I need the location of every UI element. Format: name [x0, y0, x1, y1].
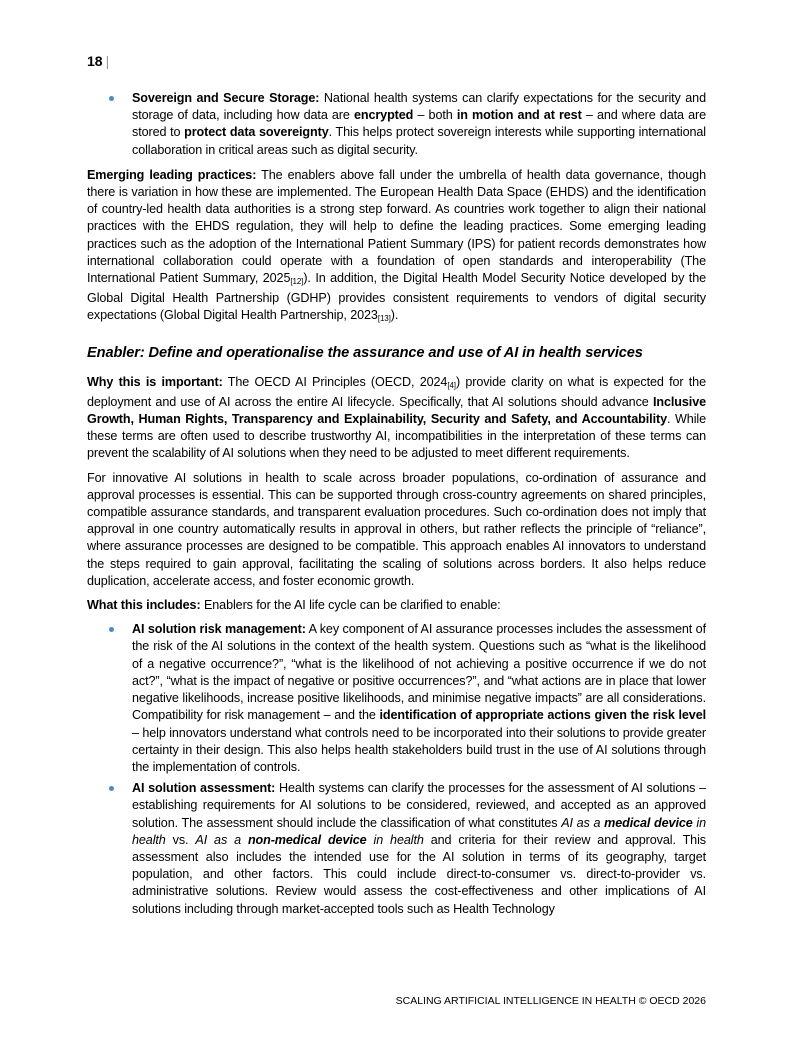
paragraph-text: Enablers for the AI life cycle can be clarified to enable: [200, 598, 501, 613]
bullet-text: – and where data are stored to [132, 108, 706, 140]
emphasis-text: protect data sovereignty [184, 125, 329, 140]
italic-text: AI as a [195, 832, 248, 847]
bullet-label: AI solution risk management: [132, 622, 306, 637]
page-header [87, 52, 109, 70]
why-important-paragraph [87, 374, 706, 463]
bullet-text: Health systems can clarify the processes for the assessment of AI solutions – establishing requirements for AI solutions to be considered, reviewed, and accepted as an approved solution. The assessment should include the classification of what constitutes [132, 781, 706, 830]
emphasis-text: non-medical device [247, 832, 367, 847]
page-number: 18 [87, 53, 103, 69]
section-heading: Enabler: Define and operationalise the assurance and use of AI in health services [87, 344, 643, 361]
what-includes-paragraph [87, 597, 706, 614]
reference-link[interactable]: [4] [447, 380, 456, 390]
bullet-text: vs. [165, 832, 196, 847]
page-separator: | [105, 53, 110, 69]
bullet-text: and criteria for their review and approval. This assessment also includes the intended use for the AI solution in terms of its geography, target population, and other factors. This could include direct-to-consumer vs. direct-to-provider vs. administrative solutions. Review would assess the cost-effectiveness and other implications of AI solutions including through market-accepted tools such as Health Technology [132, 832, 706, 916]
ai-enablers-list [87, 621, 706, 917]
emphasis-text: medical device [604, 815, 693, 830]
bullet-label: AI solution assessment: [132, 781, 276, 796]
bullet-icon [109, 96, 114, 101]
paragraph-label: Why this is important: [87, 374, 223, 389]
emphasis-text: Inclusive Growth, Human Rights, Transparency and Explainability, Security and Safety, and Accountability [87, 394, 706, 427]
paragraph-text: ). [390, 308, 399, 323]
italic-text: AI as a [561, 815, 605, 830]
emphasis-text: identification of appropriate actions given the risk level [379, 708, 707, 723]
emerging-practices-paragraph [87, 167, 706, 328]
paragraph-text: ). In addition, the Digital Health Model Security Notice developed by the Global Digital Health Partnership (GDHP) provides consistent requirements to vendors of digital security expectations (Global Digital Health Partnership, 2023 [87, 271, 707, 323]
list-item-solution-assessment [87, 780, 706, 918]
bullet-icon [109, 786, 114, 791]
bullet-label: Sovereign and Secure Storage: [132, 91, 320, 105]
list-item-sovereign-storage [87, 90, 706, 159]
storage-bullet-list [87, 90, 706, 159]
emphasis-text: encrypted [353, 108, 414, 123]
italic-text: in health [366, 832, 424, 847]
paragraph-text: The OECD AI Principles (OECD, 2024 [222, 374, 448, 389]
italic-text: in health [132, 815, 706, 847]
paragraph-text: ) provide clarity on what is expected for the deployment and use of AI across the entire AI lifecycle. Specifically, that AI solutions should advance [87, 374, 706, 409]
bullet-text: – both [413, 108, 457, 123]
bullet-text: – help innovators understand what controls need to be incorporated into their solutions to provide greater certainty in their design. This also helps health stakeholders build trust in the use of AI solutions through the implementation of controls. [132, 725, 706, 774]
bullet-icon [109, 627, 114, 632]
paragraph-label: What this includes: [87, 598, 201, 613]
paragraph-label: Emerging leading practices: [87, 167, 257, 182]
innovative-solutions-paragraph: For innovative AI solutions in health to scale across broader populations, co-ordination of assurance and approval processes is essential. This can be supported through cross-country agreements on shared principles, compatible assurance standards, and transparent evaluation procedures. Such co-ordination does not imply that approval in one country automatically results in approval in others, but rather reflects the principle of “reliance”, where assurance processes are designed to be compatible. This approach enables AI innovators to understand the steps required to gain approval, facilitating the scaling of solutions across borders. It also helps reduce duplication, accelerate access, and foster economic growth. [87, 470, 706, 588]
emphasis-text: in motion and at rest [456, 108, 582, 123]
bullet-text: . This helps protect sovereign interests while supporting international collaboration in critical areas such as digital security. [132, 125, 706, 157]
reference-link[interactable]: [13] [377, 314, 391, 324]
page-footer: SCALING ARTIFICIAL INTELLIGENCE IN HEALTH © OECD 2026 [395, 995, 706, 1007]
paragraph-text: . While these terms are often used to describe trustworthy AI, incompatibilities in the interpretation of these terms can prevent the scalability of AI solutions when they need to be adjusted to meet different requirements. [87, 412, 707, 461]
bullet-text: A key component of AI assurance processes includes the assessment of the risk of the AI solutions in the context of the health system. Questions such as “what is the likelihood of a negative occurrence?”, “what is the likelihood of not achieving a positive occurrence if we do not act?”, “what is the impact of negative or positive occurrences?”, and “what actions are in place that lower negative likelihoods, increase positive likelihoods, and minimise negative impacts” are all considerations. Compatibility for risk management – and the [132, 622, 706, 723]
paragraph-text: The enablers above fall under the umbrella of health data governance, though there is variation in how these are implemented. The European Health Data Space (EHDS) and the identification of country-led health data authorities is a strong step forward. As countries work together to align their national practices with the EHDS regulation, they will help to define the leading practices. Some emerging leading practices such as the adoption of the International Patient Summary (IPS) for patient records demonstrates how international collaboration could operate with a foundation of open standards and interoperability (The International Patient Summary, 2025 [87, 167, 706, 286]
list-item-risk-management [87, 621, 706, 776]
page-content [87, 90, 706, 926]
reference-link[interactable]: [12] [290, 277, 304, 287]
bullet-text: National health systems can clarify expectations for the security and storage of data, including how data are [132, 91, 706, 123]
